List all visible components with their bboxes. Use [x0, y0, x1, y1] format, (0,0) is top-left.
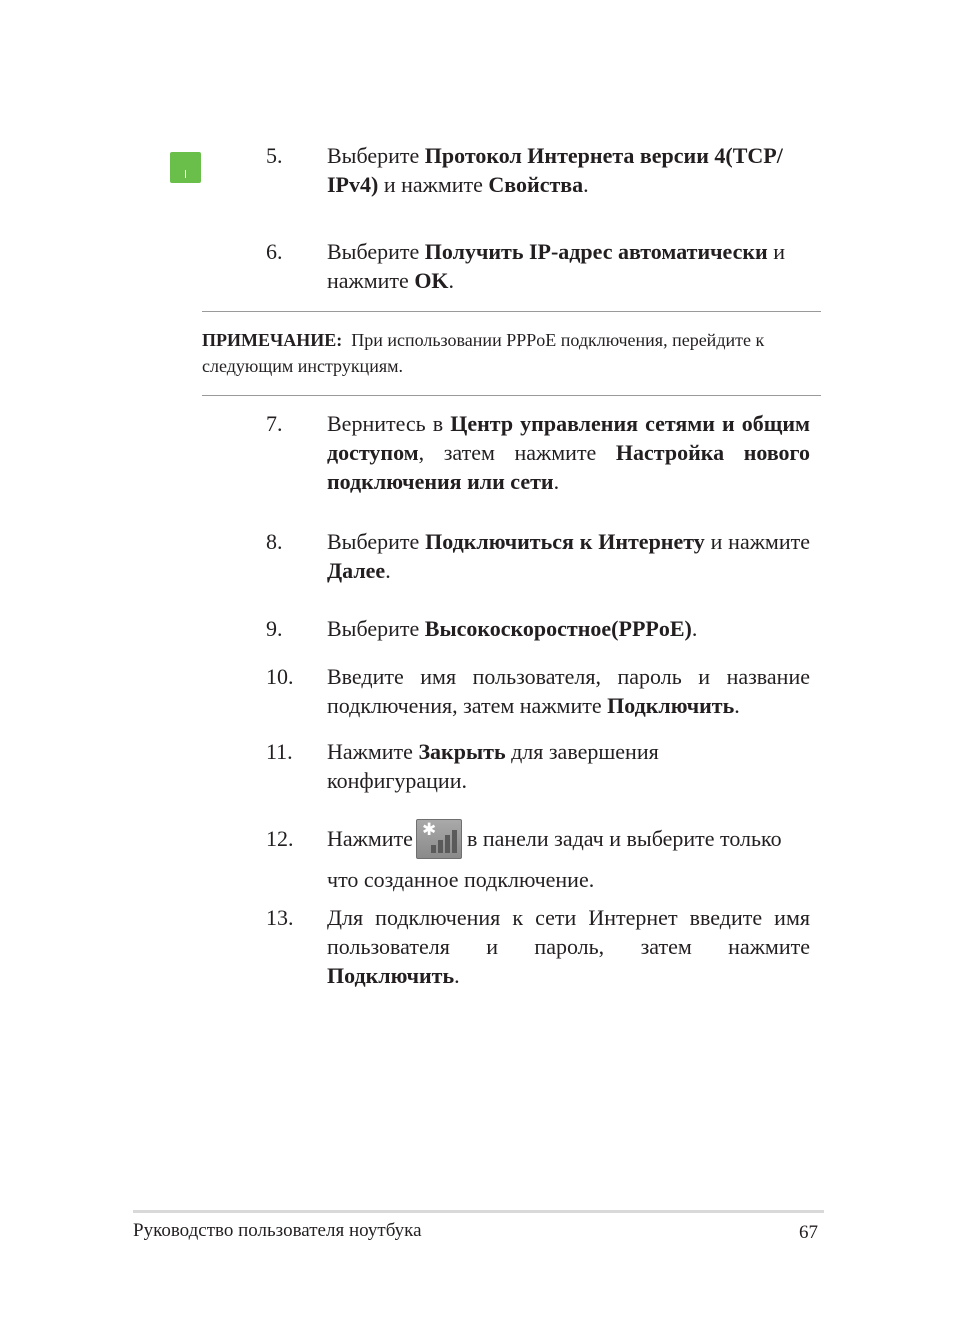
step-number: 7. — [266, 411, 283, 436]
chapter-tab-marker — [170, 152, 201, 183]
step-number: 12. — [266, 826, 294, 851]
note-box — [202, 327, 822, 379]
step-text: Для подключения к сети Интернет введите имя пользователя и пароль, затем нажмите Подключить. — [327, 905, 810, 988]
footer-title: Руководство пользователя ноутбука — [133, 1220, 422, 1241]
step-number: 5. — [266, 143, 283, 168]
network-tray-icon: ✱ — [416, 819, 462, 859]
note-bottom-divider — [202, 395, 821, 396]
step-text: Нажмите Закрыть для завершения конфигурации. — [327, 739, 659, 793]
step-text: Выберите Протокол Интернета версии 4(TCP/ IPv4) и нажмите Свойства. — [327, 143, 783, 197]
step-number: 11. — [266, 739, 293, 764]
page-number: 67 — [799, 1222, 818, 1243]
step-text: Нажмите ✱ в панели задач и выберите только что созданное подключение. — [327, 819, 782, 892]
note-top-divider — [202, 311, 821, 312]
step-text: Выберите Высокоскоростное(PPPoE). — [327, 616, 698, 641]
step-text: Введите имя пользователя, пароль и название подключения, затем нажмите Подключить. — [327, 664, 810, 718]
step-number: 8. — [266, 529, 283, 554]
step-text: Выберите Получить IP-адрес автоматически и нажмите OK. — [327, 239, 785, 293]
step-text: Выберите Подключиться к Интернету и нажмите Далее. — [327, 529, 810, 583]
footer-divider — [133, 1210, 824, 1213]
step-text: Вернитесь в Центр управления сетями и общим доступом, затем нажмите Настройка нового подключения или сети. — [327, 411, 810, 494]
step-number: 6. — [266, 239, 283, 264]
step-number: 9. — [266, 616, 283, 641]
step-number: 13. — [266, 905, 294, 930]
note-label: ПРИМЕЧАНИЕ: — [202, 330, 343, 350]
note-text: При использовании PPPoE подключения, перейдите к следующим инструкциям. — [202, 330, 765, 376]
step-number: 10. — [266, 664, 294, 689]
